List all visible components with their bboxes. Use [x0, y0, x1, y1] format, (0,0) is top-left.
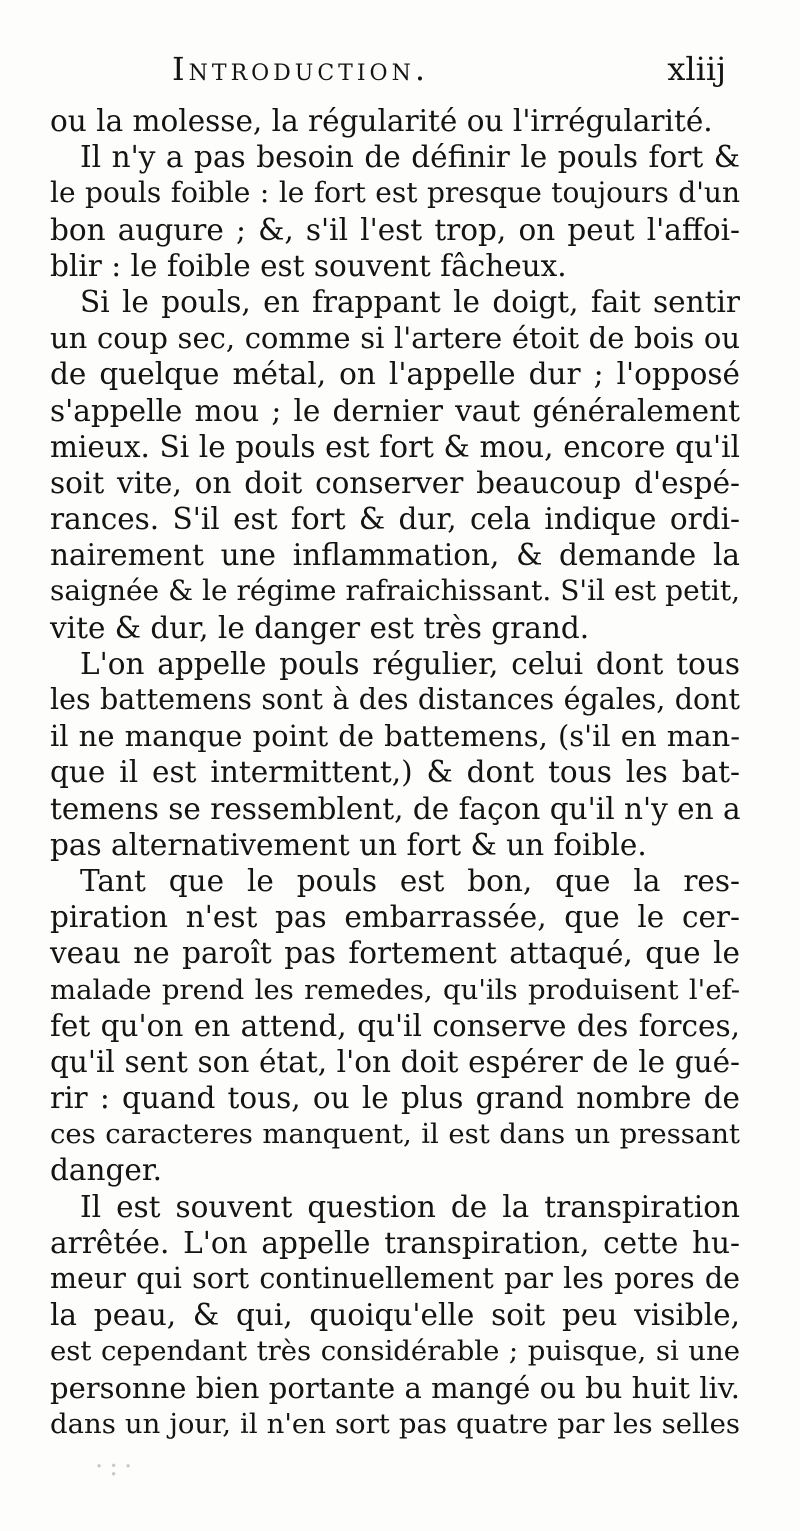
text-line: s'appelle mou ; le dernier vaut généralement: [50, 393, 740, 428]
text-line: soit vite, on doit conserver beaucoup d'espé-: [50, 465, 740, 500]
text-line: dans un jour, il n'en sort pas quatre par les selles: [50, 1407, 740, 1440]
text-line: piration n'est pas embarrassée, que le cer-: [50, 900, 740, 935]
text-line: un coup sec, comme si l'artere étoit de bois ou: [50, 321, 740, 356]
text-line: Si le pouls, en frappant le doigt, fait sentir: [80, 284, 740, 319]
text-line: les battemens sont à des distances égales, dont: [50, 683, 740, 716]
text-line: de quelque métal, on l'appelle dur ; l'opposé: [50, 357, 740, 392]
text-line: Tant que le pouls est bon, que la res-: [80, 863, 740, 898]
text-line: mieux. Si le pouls est fort & mou, encore qu'il: [50, 429, 740, 464]
text-line: temens se ressemblent, de façon qu'il n'y en a: [50, 791, 741, 826]
text-line: saignée & le régime rafraichissant. S'il est petit,: [50, 574, 740, 608]
text-line: arrêtée. L'on appelle transpiration, cette hu-: [50, 1225, 740, 1260]
text-line: nairement une inflammation, & demande la: [50, 538, 740, 573]
text-line: rances. S'il est fort & dur, cela indique ordi-: [50, 502, 740, 537]
ink-blot-mark: ·:·: [95, 1452, 139, 1482]
text-line: qu'il sent son état, l'on doit espérer de le gué-: [50, 1044, 740, 1079]
body-text: [50, 103, 740, 1442]
text-line: vite & dur, le danger est très grand.: [50, 610, 590, 645]
text-line: que il est intermittent,) & dont tous les bat-: [50, 755, 740, 790]
text-line: pas alternativement un fort & un foible.: [50, 827, 647, 862]
text-line: personne bien portante a mangé ou bu huit liv.: [50, 1370, 740, 1405]
text-line: bon augure ; &, s'il l'est trop, on peut l'affoi-: [50, 212, 740, 247]
text-line: Il est souvent question de la transpiration: [80, 1189, 740, 1224]
text-line: meur qui sort continuellement par les pores de: [50, 1262, 740, 1295]
text-line: veau ne paroît pas fortement attaqué, que le: [50, 936, 740, 971]
running-title: Introduction.: [172, 50, 429, 88]
text-line: fet qu'on en attend, qu'il conserve des forces,: [50, 1008, 740, 1043]
text-line: malade prend les remedes, qu'ils produisent l'ef-: [50, 973, 740, 1006]
text-line: danger.: [50, 1153, 163, 1188]
text-line: est cependant très considérable ; puisque, si une: [50, 1335, 740, 1368]
text-line: rir : quand tous, ou le plus grand nombre de: [50, 1081, 740, 1116]
text-line: le pouls foible : le fort est presque toujours d'un: [50, 176, 740, 210]
page-header: [50, 50, 740, 94]
text-line: la peau, & qui, quoiqu'elle soit peu visible,: [50, 1298, 740, 1333]
text-line: ou la molesse, la régularité ou l'irrégularité.: [50, 104, 713, 138]
text-line: ces caracteres manquent, il est dans un pressant: [50, 1118, 740, 1151]
text-line: L'on appelle pouls régulier, celui dont tous: [80, 646, 740, 681]
text-line: blir : le foible est souvent fâcheux.: [50, 248, 567, 283]
text-line: il ne manque point de battemens, (s'il en man-: [50, 719, 740, 754]
page-number: xliij: [667, 50, 726, 88]
text-line: Il n'y a pas besoin de définir le pouls fort &: [80, 140, 740, 175]
